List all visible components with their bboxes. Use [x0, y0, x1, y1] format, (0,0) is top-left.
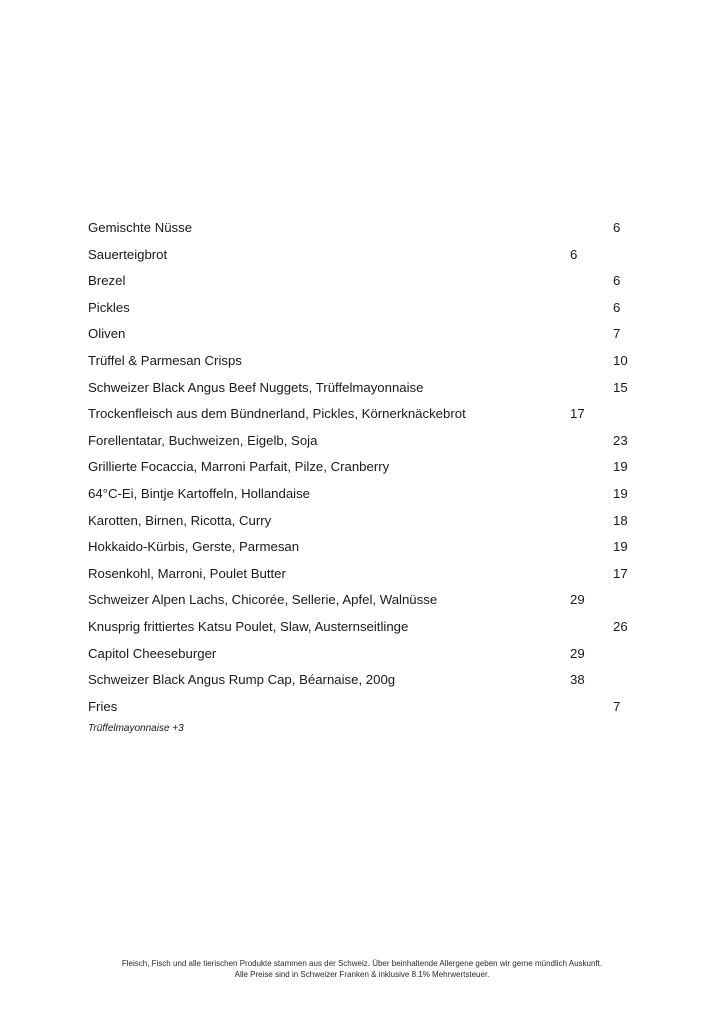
menu-item [88, 321, 648, 348]
item-name: Brezel [88, 273, 126, 289]
item-name: Knusprig frittiertes Katsu Poulet, Slaw, Austernseitlinge [88, 618, 409, 634]
item-name: Hokkaido-Kürbis, Gerste, Parmesan [88, 539, 300, 555]
item-name: Rosenkohl, Marroni, Poulet Butter [88, 565, 286, 581]
item-price: 17 [613, 565, 628, 581]
item-name: Capitol Cheeseburger [88, 645, 217, 661]
item-name: Trockenfleisch aus dem Bündnerland, Pickles, Körnerknäckebrot [88, 406, 466, 422]
item-name: Forellentatar, Buchweizen, Eigelb, Soja [88, 432, 318, 448]
item-name: Schweizer Black Angus Rump Cap, Béarnaise, 200g [88, 672, 396, 688]
menu-item [88, 641, 648, 668]
item-price: 19 [613, 539, 628, 555]
menu-item [88, 375, 648, 402]
item-price: 15 [613, 379, 628, 395]
item-price: 18 [613, 512, 628, 528]
menu-item [88, 694, 648, 721]
item-price: 29 [570, 592, 585, 608]
menu-item [88, 481, 648, 508]
item-price: 26 [613, 618, 628, 634]
menu-item [88, 268, 648, 295]
menu-item [88, 508, 648, 535]
footer [0, 958, 724, 980]
item-name: Sauerteigbrot [88, 246, 168, 262]
menu-item [88, 667, 648, 694]
item-price: 6 [570, 246, 578, 262]
item-name: Trüffel & Parmesan Crisps [88, 352, 242, 368]
item-price: 6 [613, 299, 621, 315]
menu-item [88, 215, 648, 242]
item-price: 23 [613, 432, 628, 448]
item-price: 7 [613, 326, 621, 342]
item-name: Oliven [88, 326, 126, 342]
footer-price-note: Alle Preise sind in Schweizer Franken & inklusive 8.1% Mehrwertsteuer. [234, 970, 490, 979]
item-name: Fries [88, 698, 118, 714]
item-name: Grillierte Focaccia, Marroni Parfait, Pilze, Cranberry [88, 459, 390, 475]
menu-item [88, 454, 648, 481]
menu-item [88, 295, 648, 322]
item-price: 7 [613, 698, 621, 714]
item-name: Gemischte Nüsse [88, 220, 193, 235]
item-price: 6 [613, 220, 621, 235]
menu-item [88, 534, 648, 561]
item-price: 6 [613, 273, 621, 289]
menu-item [88, 561, 648, 588]
menu-list [88, 215, 648, 742]
item-name: Karotten, Birnen, Ricotta, Curry [88, 512, 272, 528]
item-price: 19 [613, 485, 628, 501]
footer-origin-note: Fleisch, Fisch und alle tierischen Produkte stammen aus der Schweiz. Über beinhaltende Allergene geben wir gerne mündlich Auskunft. [121, 959, 603, 968]
menu-item [88, 614, 648, 641]
item-name: Schweizer Alpen Lachs, Chicorée, Sellerie, Apfel, Walnüsse [88, 592, 438, 608]
item-name: Pickles [88, 299, 130, 315]
item-price: 17 [570, 406, 585, 422]
menu-item [88, 587, 648, 614]
item-price: 19 [613, 459, 628, 475]
item-price: 10 [613, 352, 628, 368]
menu-item [88, 348, 648, 375]
menu-item [88, 428, 648, 455]
item-price: 38 [570, 672, 585, 688]
item-price: 29 [570, 645, 585, 661]
menu-note: Trüffelmayonnaise +3 [88, 723, 184, 735]
item-name: 64°C-Ei, Bintje Kartoffeln, Hollandaise [88, 485, 311, 501]
menu-item [88, 242, 648, 269]
item-name: Schweizer Black Angus Beef Nuggets, Trüffelmayonnaise [88, 379, 424, 395]
menu-item [88, 401, 648, 428]
